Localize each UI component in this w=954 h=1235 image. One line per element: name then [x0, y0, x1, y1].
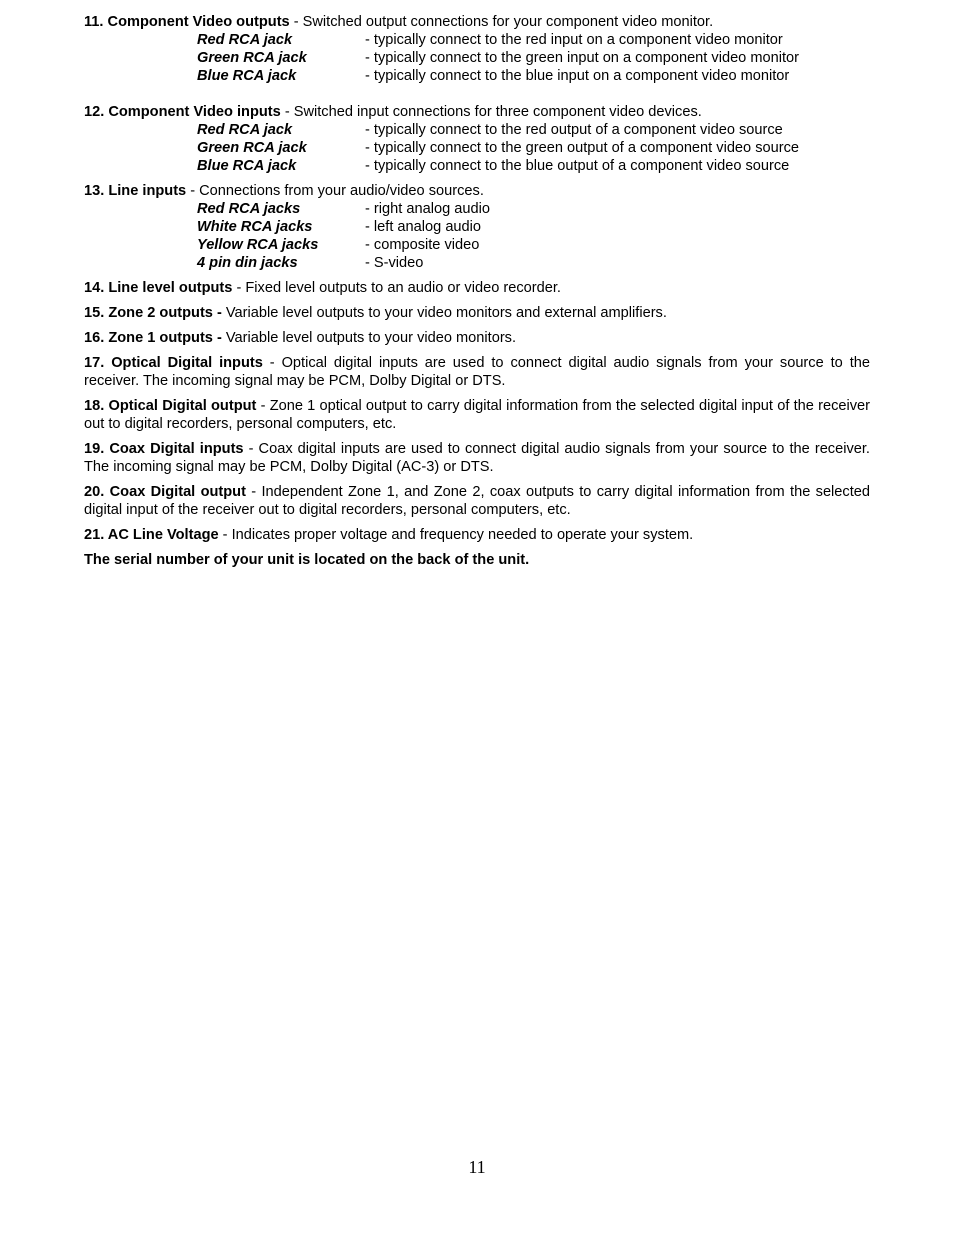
- page-number: 11: [468, 1157, 486, 1177]
- jack-name: Red RCA jacks: [197, 201, 301, 217]
- jack-name: Red RCA jack: [197, 122, 293, 138]
- entry-paragraph: [84, 397, 870, 433]
- entry-title: 13. Line inputs: [84, 183, 187, 199]
- entry-paragraph: [84, 354, 870, 390]
- entry-paragraph: [84, 483, 870, 519]
- spacer: [84, 390, 870, 397]
- jack-description: - typically connect to the green output of a component video source: [365, 140, 800, 156]
- jack-name: 4 pin din jacks: [197, 255, 298, 271]
- jack-row: [84, 31, 870, 49]
- jack-name: Green RCA jack: [197, 140, 307, 156]
- entry-text: - Switched input connections for three component video devices.: [280, 104, 702, 120]
- jack-row: [84, 200, 870, 218]
- jack-description: - typically connect to the red output of a component video source: [365, 122, 783, 138]
- spacer: [84, 476, 870, 483]
- jack-name: Green RCA jack: [197, 50, 307, 66]
- entry-optical-digital-inputs: [84, 354, 870, 390]
- entry-title: 15. Zone 2 outputs -: [84, 305, 222, 321]
- jack-name: White RCA jacks: [197, 219, 313, 235]
- jack-description: - right analog audio: [365, 201, 490, 217]
- entry-zone-1-outputs: [84, 329, 870, 347]
- jack-row: [84, 121, 870, 139]
- jack-name: Blue RCA jack: [197, 68, 297, 84]
- entry-paragraph: [84, 526, 870, 544]
- jack-description: - typically connect to the blue input on a component video monitor: [365, 68, 790, 84]
- jack-description: - typically connect to the blue output of a component video source: [365, 158, 790, 174]
- spacer: [84, 519, 870, 526]
- entry-text: - Indicates proper voltage and frequency needed to operate your system.: [218, 527, 694, 543]
- spacer: [84, 85, 870, 103]
- serial-number-note: The serial number of your unit is located on the back of the unit.: [84, 552, 530, 568]
- spacer: [84, 175, 870, 182]
- jack-row: [84, 67, 870, 85]
- entry-title: 19. Coax Digital inputs: [84, 441, 244, 457]
- spacer: [84, 272, 870, 279]
- entry-paragraph: [84, 279, 870, 297]
- entry-title: 21. AC Line Voltage: [84, 527, 219, 543]
- entry-ac-line-voltage: [84, 526, 870, 544]
- entry-text: - Zone 1 optical output to carry digital information from the selected digital input of the receiver out to digital recorders, personal computers, etc.: [84, 398, 871, 432]
- spacer: [84, 347, 870, 354]
- jack-row: [84, 157, 870, 175]
- jack-row: [84, 139, 870, 157]
- jack-name: Blue RCA jack: [197, 158, 297, 174]
- jack-name: Yellow RCA jacks: [197, 237, 319, 253]
- entry-coax-digital-output: [84, 483, 870, 519]
- entry-heading: [84, 13, 870, 31]
- entry-text: - Coax digital inputs are used to connect digital audio signals from your source to the receiver. The incoming signal may be PCM, Dolby Digital (AC-3) or DTS.: [84, 441, 870, 475]
- jack-row: [84, 236, 870, 254]
- entry-title: 11. Component Video outputs: [84, 14, 290, 30]
- entry-coax-digital-inputs: [84, 440, 870, 476]
- entry-title: 20. Coax Digital output: [84, 484, 246, 500]
- entry-text: Variable level outputs to your video monitors and external amplifiers.: [221, 305, 667, 321]
- entry-title: 18. Optical Digital output: [84, 398, 257, 414]
- entry-text: - Optical digital inputs are used to connect digital audio signals from your source to the receiver. The incoming signal may be PCM, Dolby Digital or DTS.: [84, 355, 870, 389]
- entry-text: - Independent Zone 1, and Zone 2, coax outputs to carry digital information from the selected digital input of the receiver out to digital recorders, personal computers, etc.: [84, 484, 870, 518]
- entry-title: 16. Zone 1 outputs -: [84, 330, 222, 346]
- entry-line-inputs: [84, 182, 870, 272]
- entry-paragraph: [84, 304, 870, 322]
- manual-content: [84, 13, 870, 569]
- jack-name: Red RCA jack: [197, 32, 293, 48]
- jack-description: - S-video: [365, 255, 424, 271]
- spacer: [84, 544, 870, 551]
- jack-description: - typically connect to the red input on a component video monitor: [365, 32, 783, 48]
- entry-optical-digital-output: [84, 397, 870, 433]
- jack-description: - typically connect to the green input on a component video monitor: [365, 50, 800, 66]
- entry-component-video-inputs: [84, 103, 870, 175]
- jack-row: [84, 49, 870, 67]
- entry-zone-2-outputs: [84, 304, 870, 322]
- entry-heading: [84, 182, 870, 200]
- entry-paragraph: [84, 329, 870, 347]
- entry-text: Variable level outputs to your video monitors.: [221, 330, 517, 346]
- jack-description: - left analog audio: [365, 219, 482, 235]
- spacer: [84, 297, 870, 304]
- jack-description: - composite video: [365, 237, 480, 253]
- entry-heading: [84, 103, 870, 121]
- entry-text: - Fixed level outputs to an audio or video recorder.: [232, 280, 561, 296]
- jack-row: [84, 254, 870, 272]
- entry-title: 14. Line level outputs: [84, 280, 233, 296]
- entry-title: 17. Optical Digital inputs: [84, 355, 263, 371]
- entry-text: - Connections from your audio/video sources.: [186, 183, 484, 199]
- spacer: [84, 433, 870, 440]
- spacer: [84, 322, 870, 329]
- entry-component-video-outputs: [84, 13, 870, 85]
- entry-text: - Switched output connections for your component video monitor.: [289, 14, 714, 30]
- entry-title: 12. Component Video inputs: [84, 104, 281, 120]
- jack-row: [84, 218, 870, 236]
- entry-paragraph: [84, 440, 870, 476]
- entry-line-level-outputs: [84, 279, 870, 297]
